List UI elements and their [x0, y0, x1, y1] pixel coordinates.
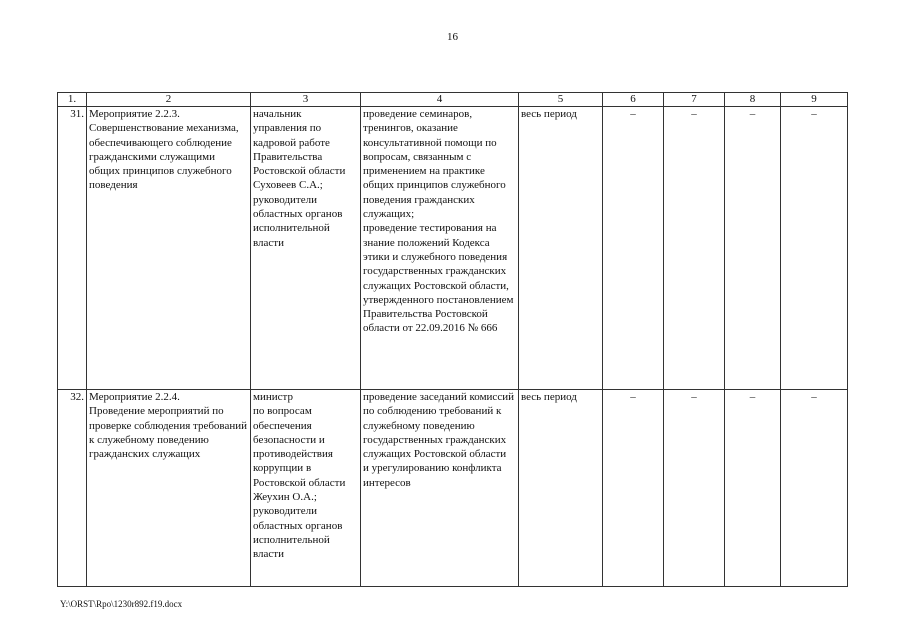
row-number: 31. [58, 107, 87, 390]
table-row [58, 390, 848, 587]
period-cell: весь период [519, 390, 603, 587]
header-col-8: 8 [725, 93, 781, 107]
col6-cell: – [603, 107, 664, 390]
page-number: 16 [447, 31, 458, 43]
col7-cell: – [664, 107, 725, 390]
col8-cell: – [725, 390, 781, 587]
header-col-9: 9 [781, 93, 848, 107]
event-cell: Мероприятие 2.2.3. Совершенствование механизма, обеспечивающего соблюдение гражданскими служащими общих принципов служебного поведения [87, 107, 251, 390]
header-col-4: 4 [361, 93, 519, 107]
row-number: 32. [58, 390, 87, 587]
col9-cell: – [781, 390, 848, 587]
header-col-5: 5 [519, 93, 603, 107]
header-col-7: 7 [664, 93, 725, 107]
col9-cell: – [781, 107, 848, 390]
responsible-cell: министр по вопросам обеспечения безопасности и противодействия коррупции в Ростовской области Жеухин О.А.; руководители областных органов исполнительной власти [251, 390, 361, 587]
content-cell: проведение семинаров, тренингов, оказание консультативной помощи по вопросам, связанным с применением на практике общих принципов служебного поведения гражданских служащих; проведение тестирования на знание положений Кодекса этики и служебного поведения государственных гражданских служащих Ростовской области, утвержденного постановлением Правительства Ростовской области от 22.09.2016 № 666 [361, 107, 519, 390]
file-path-footer: Y:\ORST\Rpo\1230r892.f19.docx [60, 599, 183, 609]
responsible-cell: начальник управления по кадровой работе Правительства Ростовской области Суховеев С.А.; руководители областных органов исполнительной власти [251, 107, 361, 390]
table-row [58, 107, 848, 390]
col7-cell: – [664, 390, 725, 587]
col8-cell: – [725, 107, 781, 390]
period-cell: весь период [519, 107, 603, 390]
header-row [58, 93, 848, 107]
header-col-1: 1. [58, 93, 87, 107]
header-col-2: 2 [87, 93, 251, 107]
event-cell: Мероприятие 2.2.4. Проведение мероприятий по проверке соблюдения требований к служебному поведению гражданских служащих [87, 390, 251, 587]
col6-cell: – [603, 390, 664, 587]
header-col-3: 3 [251, 93, 361, 107]
content-cell: проведение заседаний комиссий по соблюдению требований к служебному поведению государственных гражданских служащих Ростовской области и урегулированию конфликта интересов [361, 390, 519, 587]
header-col-6: 6 [603, 93, 664, 107]
measures-table [57, 92, 848, 587]
